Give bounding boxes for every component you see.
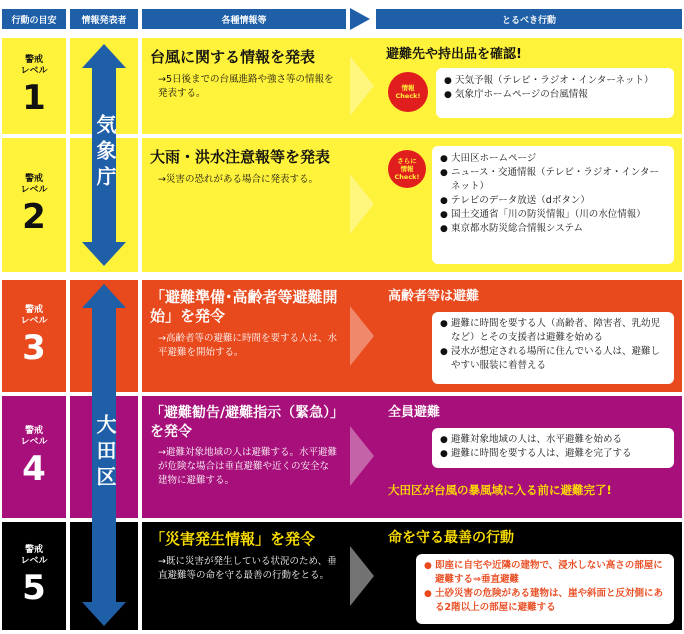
level-5-word: レベル	[20, 556, 48, 566]
level-4-emphasis: 大田区が台風の暴風域に入る前に避難完了!	[388, 483, 612, 497]
level-3-info-body: →高齢者等の避難に時間を要する人は、水平避難を開始する。	[158, 333, 337, 358]
level-2-word: レベル	[20, 185, 48, 195]
level-3-action-title: 高齢者等は避難	[388, 289, 480, 304]
level-1-info-body: →5日後までの台風進路や強さ等の情報を発表する。	[158, 74, 334, 99]
level-1-badge	[2, 38, 66, 134]
level-5-badge	[2, 522, 66, 630]
level-1-action	[376, 38, 682, 134]
level-5-item: ● 土砂災害の危険がある建物は、崖や斜面と反対側にある2階以上の部屋に避難する	[424, 587, 666, 615]
level-2-item: ● ニュース・交通情報（テレビ・ラジオ・インターネット）	[440, 166, 666, 194]
level-3-info	[142, 280, 346, 392]
level-1-warn: 警戒	[24, 55, 43, 65]
level-4-badge	[2, 396, 66, 518]
level-2-action	[376, 138, 682, 272]
level-3-connector	[346, 280, 376, 392]
issuer-ota-label: 大田区	[93, 414, 117, 492]
level-4-info	[142, 396, 346, 518]
level-1-action-box	[436, 68, 674, 118]
level-3-action-box	[432, 312, 674, 384]
level-4-info-title: 「避難勧告/避難指示（緊急）」を発令	[150, 405, 338, 440]
level-1-info-title: 台風に関する情報を発表	[150, 48, 316, 66]
level-4-word: レベル	[20, 437, 48, 447]
jma-arrow	[82, 44, 126, 266]
level-5-number: 5	[22, 568, 46, 608]
level-2-info-body: →災害の恐れがある場合に発表する。	[158, 174, 318, 185]
level-4-item: ● 避難に時間を要する人は、避難を完了する	[440, 447, 666, 461]
level-1-item: ● 気象庁ホームページの台風情報	[444, 88, 666, 102]
arrow-down-icon	[82, 242, 126, 266]
level-2-action-box	[432, 146, 674, 264]
level-2-connector	[346, 138, 376, 272]
level-2-badge	[2, 138, 66, 272]
arrow-up-icon	[82, 284, 126, 308]
level-1-number: 1	[22, 78, 46, 118]
info-check-badge: 情報 Check!	[388, 72, 428, 112]
level-2-item: ● 大田区ホームページ	[440, 152, 666, 166]
level-3-number: 3	[22, 328, 46, 368]
level-3-warn: 警戒	[24, 305, 43, 315]
level-5-connector	[346, 522, 376, 630]
header-action: とるべき行動	[376, 9, 682, 29]
level-3-action	[376, 280, 682, 392]
level-4-item: ● 避難対象地域の人は、水平避難を始める	[440, 433, 666, 447]
level-4-warn: 警戒	[24, 426, 43, 436]
level-1-info	[142, 38, 346, 134]
ota-arrow	[82, 284, 126, 626]
arrow-down-icon	[82, 602, 126, 626]
level-1-word: レベル	[20, 66, 48, 76]
level-2-item: ● 国土交通省「川の防災情報」（川の水位情報）	[440, 208, 666, 222]
header-issuer: 情報発表者	[70, 9, 138, 29]
arrow-up-icon	[82, 44, 126, 68]
level-1-connector	[346, 38, 376, 134]
level-4-connector	[346, 396, 376, 518]
level-5-info-body: →既に災害が発生している状況のため、垂直避難等の命を守る最善の行動をとる。	[158, 556, 337, 581]
level-3-word: レベル	[20, 316, 48, 326]
level-2-number: 2	[22, 197, 46, 237]
level-4-action	[376, 396, 682, 518]
level-2-warn: 警戒	[24, 174, 43, 184]
level-1-item: ● 天気予報（テレビ・ラジオ・インターネット）	[444, 74, 666, 88]
level-5-action	[376, 522, 682, 630]
header-target: 行動の目安	[2, 9, 66, 29]
level-5-info	[142, 522, 346, 630]
level-5-action-title: 命を守る最善の行動	[388, 530, 514, 546]
level-2-info	[142, 138, 346, 272]
level-3-item: ● 避難に時間を要する人（高齢者、障害者、乳幼児など）とその支援者は避難を始める	[440, 317, 666, 345]
more-info-check-badge: さらに 情報 Check!	[388, 150, 426, 188]
level-4-action-box	[432, 428, 674, 468]
level-5-action-box	[416, 554, 674, 624]
level-3-badge	[2, 280, 66, 392]
level-5-item: ● 即座に自宅や近隣の建物で、浸水しない高さの部屋に避難する⇒垂直避難	[424, 559, 666, 587]
level-5-info-title: 「災害発生情報」を発令	[150, 530, 316, 548]
level-1-action-title: 避難先や持出品を確認!	[386, 47, 522, 62]
level-5-warn: 警戒	[24, 545, 43, 555]
issuer-jma-label: 気象庁	[93, 114, 117, 192]
level-4-info-body: →避難対象地域の人は避難する。水平避難が危険な場合は垂直避難や近くの安全な建物に避難する。	[158, 447, 337, 486]
level-2-item: ● 東京都水防災総合情報システム	[440, 222, 666, 236]
level-2-item: ● テレビのデータ放送（dボタン）	[440, 194, 666, 208]
level-4-number: 4	[22, 449, 46, 489]
header-info: 各種情報等	[142, 9, 346, 29]
level-4-action-title: 全員避難	[388, 405, 441, 420]
level-2-info-title: 大雨・洪水注意報等を発表	[150, 148, 331, 166]
level-3-item: ● 浸水が想定される場所に住んでいる人は、避難しやすい服装に着替える	[440, 345, 666, 373]
level-3-info-title: 「避難準備･高齢者等避難開始」を発令	[150, 288, 338, 325]
play-triangle-icon	[350, 8, 370, 30]
